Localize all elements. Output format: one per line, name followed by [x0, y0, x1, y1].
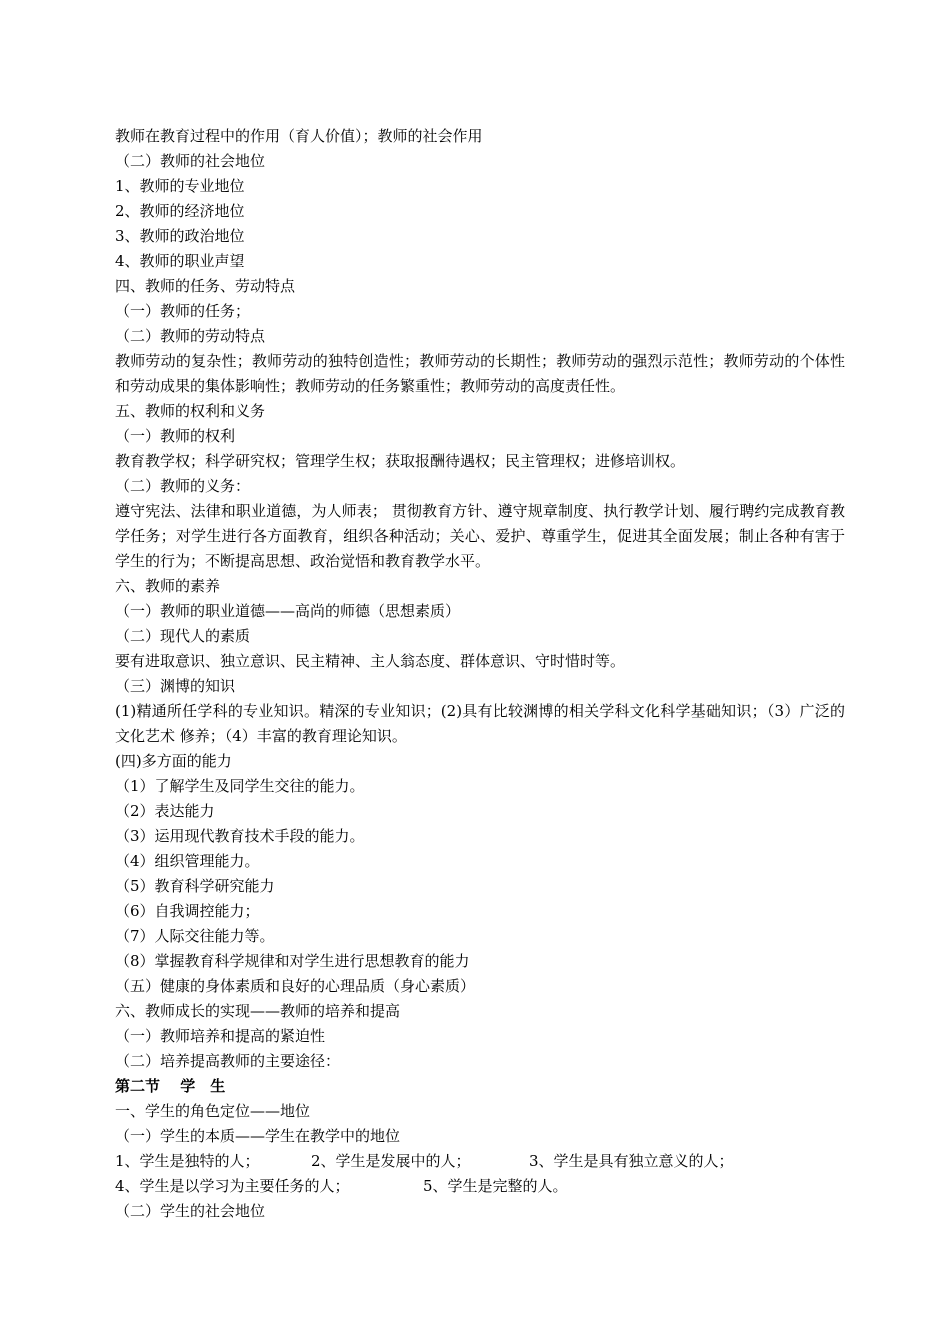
student-item: 2、学生是发展中的人；	[311, 1152, 471, 1170]
student-row-1	[115, 1149, 845, 1174]
text-line: 五、教师的权利和义务	[115, 402, 266, 420]
student-item: 4、学生是以学习为主要任务的人；	[115, 1177, 350, 1195]
text-line: （7）人际交往能力等。	[115, 927, 275, 945]
paragraph-duties: 遵守宪法、法律和职业道德，为人师表； 贯彻教育方针、遵守规章制度、执行教学计划、履行聘约完成教育教学任务；对学生进行各方面教育，组织各种活动；关心、爱护、尊重学生，促进其全面发展；制止各种有害于学生的行为；不断提高思想、政治觉悟和教育教学水平。	[115, 502, 845, 570]
text-line: （1）了解学生及同学生交往的能力。	[115, 777, 365, 795]
text-line: 3、教师的政治地位	[115, 227, 245, 245]
paragraph-modern: 要有进取意识、独立意识、民主精神、主人翁态度、群体意识、守时惜时等。	[115, 652, 626, 670]
text-line: 六、教师的素养	[115, 577, 221, 595]
text-line: （2）表达能力	[115, 802, 215, 820]
text-line: 教师在教育过程中的作用（育人价值）；教师的社会作用	[115, 127, 483, 145]
text-line: （二）学生的社会地位	[115, 1202, 266, 1220]
text-line: （三）渊博的知识	[115, 677, 236, 695]
text-line: （一）学生的本质——学生在教学中的地位	[115, 1127, 401, 1145]
text-line: 1、教师的专业地位	[115, 177, 245, 195]
text-line: 六、教师成长的实现——教师的培养和提高	[115, 1002, 401, 1020]
text-line: 四、教师的任务、劳动特点	[115, 277, 296, 295]
paragraph-labor: 教师劳动的复杂性；教师劳动的独特创造性；教师劳动的长期性；教师劳动的强烈示范性；教师劳动的个体性和劳动成果的集体影响性；教师劳动的任务繁重性；教师劳动的高度责任性。	[115, 352, 845, 395]
text-line: （4）组织管理能力。	[115, 852, 260, 870]
text-line: （6）自我调控能力；	[115, 902, 260, 920]
text-line: （二）教师的劳动特点	[115, 327, 266, 345]
text-line: （五）健康的身体素质和良好的心理品质（身心素质）	[115, 977, 476, 995]
text-line: （二）教师的社会地位	[115, 152, 266, 170]
student-item: 3、学生是具有独立意义的人；	[529, 1152, 734, 1170]
text-line: （二）现代人的素质	[115, 627, 251, 645]
text-line: （一）教师的任务；	[115, 302, 251, 320]
section-heading: 第二节 学 生	[115, 1077, 226, 1095]
text-line: （二）教师的义务：	[115, 477, 251, 495]
paragraph-knowledge: (1)精通所任学科的专业知识。精深的专业知识；(2)具有比较渊博的相关学科文化科学基础知识；（3）广泛的文化艺术 修养；（4）丰富的教育理论知识。	[115, 702, 845, 745]
student-item: 5、学生是完整的人。	[423, 1177, 568, 1195]
student-item: 1、学生是独特的人；	[115, 1152, 260, 1170]
text-line: （二）培养提高教师的主要途径：	[115, 1052, 341, 1070]
text-line: （5）教育科学研究能力	[115, 877, 275, 895]
text-line: （一）教师的职业道德——高尚的师德（思想素质）	[115, 602, 461, 620]
text-line: （一）教师的权利	[115, 427, 236, 445]
text-line: （一）教师培养和提高的紧迫性	[115, 1027, 326, 1045]
text-line: （8）掌握教育科学规律和对学生进行思想教育的能力	[115, 952, 470, 970]
document-page	[115, 124, 845, 1224]
text-line: 一、学生的角色定位——地位	[115, 1102, 311, 1120]
text-line: 2、教师的经济地位	[115, 202, 245, 220]
text-line: (四)多方面的能力	[115, 752, 232, 770]
student-row-2	[115, 1174, 845, 1199]
text-line: 4、教师的职业声望	[115, 252, 245, 270]
paragraph-rights: 教育教学权；科学研究权；管理学生权；获取报酬待遇权；民主管理权；进修培训权。	[115, 452, 686, 470]
text-line: （3）运用现代教育技术手段的能力。	[115, 827, 365, 845]
